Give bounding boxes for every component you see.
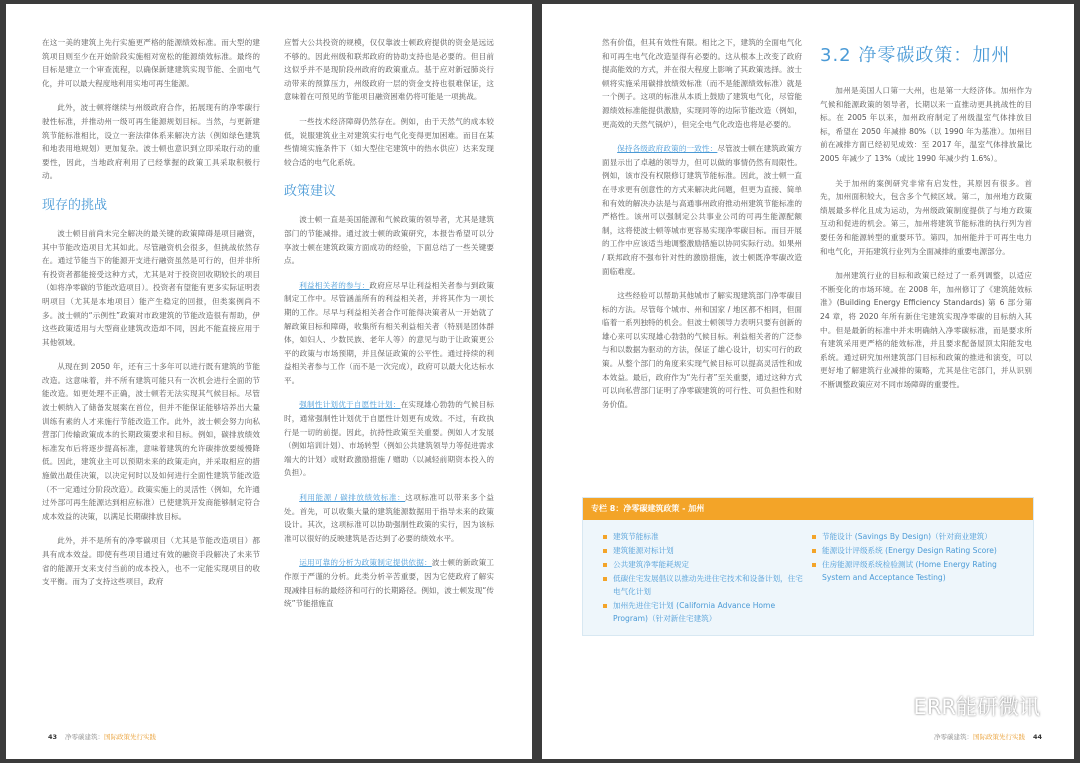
paragraph: 关于加州的案例研究非常有启发性，其原因有很多。首先，加州面积较大，包含多个气候区域。第二，加州地方政策绩展最多样化且成为运动，为州级政策制度提供了与地方政策互动和促进的机会。第三，加州将建筑节能标准的执行列为首要任务和能源转型的重要环节。第四，加州能并于可再生电力和电气化，开拓建筑行业列为全面减排的重要电源部分。: [820, 178, 1032, 256]
highlight-consistency: 保持各级政府政策的一致性：: [617, 144, 718, 154]
section-heading-challenges: 现存的挑战: [42, 197, 108, 213]
page-number: 44: [1032, 733, 1042, 741]
paragraph: 此外，并不是所有的净零碳项目（尤其是节能改造项目）都具有成本效益。即使有些项目通过有效的融资手段解决了未来节省的能源开支来支付当前的成本投入，也不一定能实现项目的收支平衡。而为了支持这些项目，政府: [42, 536, 260, 587]
right-column-1: [602, 36, 802, 422]
paragraph: 在这一美的建筑上先行实施更严格的能源绩效标准。而大型的建筑项目则至少在开始阶段实施相对宽松的能源绩效标准。最终的目标是建立一个审查流程，以确保新建建筑实现节能、全面电气化，并可以最大程度地利用实地可再生能源。: [42, 38, 260, 88]
page-footer-left: [40, 732, 156, 741]
paragraph: 此外，波士顿将继续与州级政府合作，拓展现有的净零碳行驶性标准，并推动州一级可再生能源规划目标。当然，与更新建筑节能标准相比，设立一套法律体系来解决方法（例如绿色建筑和地表用地规划）更加复杂。波士顿也意识到立即采取行动的重要性，因此，当地政府利用了已经掌握的政策工具采取积极行动。: [42, 103, 260, 181]
footer-tag: 国际政策先行实践: [972, 733, 1025, 741]
paragraph: [602, 142, 802, 278]
page-footer-right: [934, 732, 1050, 741]
paragraph: 然有价值，但其有效性有限。相比之下，建筑的全面电气化和可再生电气化改造显得有必要的。这从根本上改变了政府提高能效的方式，并在很大程度上影响了其政策选择。波士顿将实施采用碳排放绩效标准（而不是能源绩效标准）就是一个例子。这项的标准从本质上鼓励了建筑电气化，尽管能源绩效标准能提供激励，实现同等的边际节能改造（例如，更高效的天然气锅炉），但完全电气化改造也将是必要的。: [602, 38, 802, 129]
highlight-stakeholders: 利益相关者的参与：: [299, 280, 370, 290]
paragraph-text: 尽管波士顿在建筑政策方面显示出了卓越的领导力，但可以做的事情仍然有局限性。例如，该市没有权限修订建筑节能标准。因此，波士顿一直在寻求更有创意性的方式来解决此问题，但更为直接、简单和有效的解决办法是与高通事州政府推动州建筑节能标准的严格性。该州可以强制定公共事业公司的可再生能源配额制，这将使波士顿等城市更容易实现净零碳目标。而目开展的工作中应该适当地调整激励措施以协同实际行动。如果州 / 联邦政府不强布针对性的激励措施，波士顿既净零碳改造面临难度。: [602, 144, 803, 276]
paragraph: [284, 398, 494, 480]
paragraph: 波士顿一直是美国能源和气候政策的领导者，尤其是建筑部门的节能减排。通过波士顿的政策研究，本报告希望可以分享波士顿在建筑政策方面成功的经验，下面总结了一些关键要点。: [284, 215, 494, 266]
highlight-analysis: 运用可靠的分析为政策制定提供依据：: [299, 558, 432, 568]
paragraph: [284, 279, 494, 388]
paragraph-text: 波士顿的新政策工作原于严谨的分析。此类分析辛苦重要，因为它使政府了解实现减排目标的最经济和可行的长期路径。例如，波士顿发现“传统”节能措施直: [284, 558, 495, 609]
watermark: [872, 691, 1040, 721]
footer-tag: 国际政策先行实践: [104, 733, 157, 741]
paragraph: [284, 556, 494, 610]
paragraph: 应暂大公共投资的规模，仅仅靠波士顿政府提供的资金是远远不够的。因此州级和联邦政府的协助支持也是必要的。但目前这似乎并不是现阶段州政府的政策重点。基于应对新冠肺炎行动带来的预算压力，州级政府一层的资金支持也很难保证，这意味着在可预见的节能项目融资困难仍将可能是一项挑战。: [284, 38, 494, 102]
section-title-california: 3.2 净零碳政策：加州: [820, 45, 1011, 66]
box-column-right: [810, 530, 1019, 626]
list-item: 低碳住宅发展倡议以推动先进住宅技术和设备计划，住宅电气化计划: [613, 572, 810, 598]
left-page: [6, 4, 532, 759]
box-header: 专栏 8：净零碳建筑政策 - 加州: [583, 498, 1033, 520]
paragraph: 一些技术经济障碍仍然存在。例如，由于天然气的成本较低，说服建筑业主对建筑实行电气化变得更加困难。而目在某些情境实施条件下（如大型住宅建筑中的热水供应）达来发现较合适的电气化系统。: [284, 116, 494, 167]
page-number: 43: [48, 733, 58, 741]
paragraph-text: 这项标准可以带来多个益处。首先，可以收集大量的建筑能源数据用于指导未来的政策设计。其次，这项标准可以协助强制性政策的实行，因为该标准可以很好的反映建筑是否达到了必要的绩效水平。: [284, 493, 495, 543]
list-item: 能源设计评级系统 (Energy Design Rating Score): [822, 544, 1019, 557]
paragraph-text: 在实现雄心勃勃的气候目标时，通常强制性计划优于自愿性计划更有成效。不过，有政执行是一切的前提。因此，抗持性政策至关重要。例如人才发展（例如培训计划）、市场转型（例如公共建筑领导力等促进需求端大的计划）或财政激励措施 / 赠助（以减轻前期资本投入的负担）。: [284, 400, 495, 478]
highlight-performance-standards: 利用能源 / 碳排放绩效标准：: [299, 493, 406, 503]
section-heading-recommendations: 政策建议: [284, 184, 337, 200]
paragraph: 加州建筑行业的目标和政策已经过了一系列调整，以适应不断变化的市场环境。在 2008 年，加州修订了《建筑能效标准》(Building Energy Efficiency Standards) 第 6 部分第 24 章，将 2020 年所有新住宅建筑实现净零碳的目标纳入其中。但是最新的标准中并未明确纳入净零碳标准，而是要求所有建筑采用更严格的能效标准，并且要求配备屋顶太阳能发电系统。通过研究加州建筑部门目标和政策的推进和演变，可以更好地了解建筑行业减排的策略，尤其是住宅部门，并从识别不断调整政策应对不同市场障碍的重要性。: [820, 271, 1032, 389]
right-column-2: [820, 40, 1032, 402]
sidebar-box-california-policies: [582, 497, 1034, 636]
list-item: 加州先进住宅计划 (California Advance Home Program)（针对新住宅建筑）: [613, 599, 810, 625]
footer-series: 净零碳建筑：: [65, 733, 105, 741]
left-column-1: [42, 36, 260, 600]
list-item: 建筑能源对标计划: [613, 544, 810, 557]
paragraph: 这些经验可以帮助其他城市了解实现建筑部门净零碳目标的方法。尽管每个城市、州和国家 / 地区都不相同，但面临着一系列独特的机会。但波士顿领导力表明只要有创新的雄心来可以实现雄心勃勃的气候目标。利益相关者的广泛参与和以数据为驱动的方法，保证了雄心设计，切实可行的政策。从整个部门的角度来实现气候目标可以提高灵活性和成本效益。最后，政府作为“先行者”至关重要，通过这种方式可以向私营部门证明了净零碳建筑的可行性、可负担性和财务价值。: [602, 291, 802, 409]
highlight-mandatory: 强制性计划优于自愿性计划：: [299, 400, 401, 410]
list-item: 公共建筑净零能耗规定: [613, 558, 810, 571]
right-page: [542, 4, 1074, 759]
left-column-2: [284, 36, 494, 622]
box-columns: [583, 520, 1033, 626]
list-item: 住房能源评级系统检验测试 (Home Energy Rating System and Acceptance Testing): [822, 558, 1019, 584]
paragraph: 从现在到 2050 年，还有三十多年可以进行既有建筑的节能改造。这意味着，并不所有建筑可能只有一次机会进行全面的节能改造。如更处理不正确，波士顿若无法实现其气候目标。尽管波士顿纳入了储备发展案在首位，但并不能保证能够培养出大量训练有素的人才来施行节能改造工作。此外，波士顿会努力向私营部门传输政策成本的长期政策要求和目标。例如，碳排放绩效标准发布后将逐步提高标准，意味着建筑的允许碳排放要缓慢降低。因此，建筑业主可以预期未来的政策走向，并采取相应的措施做出最佳决策，以决定何时以及如何进行全面性建筑节能改造（不一定通过分阶段改造）。政策实施上的灵活性（例如，允许通过外部可再生能源达到相应标准）已使建筑开发商能够制定符合成本效益的决策，以满足长期碳排放目标。: [42, 362, 260, 521]
paragraph: 加州是美国人口第一大州，也是第一大经济体。加州作为气候和能源政策的领导者，长期以来一直推动更具挑战性的目标。在 2005 年以来，加州政府制定了州级温室气体排放目标，希望在 2050 年减排 80%（以 1990 年为基准）。加州目前在减排方面已经初见成效：至 2017 年，温室气体排放量比 2005 年减少了 13%（或比 1990 年减少约 1.6%）。: [820, 86, 1032, 163]
paragraph-text: 政府应尽早让利益相关者参与到政策制定工作中。尽管涵盖所有的利益相关者，并将其作为一项长期的工作。尽早与利益相关者合作可能得决策者从一开始就了解政策目标和障碍，收集所有相关利益相关者（特别是团体群体，如妇人、少数民族、老年人等）的意见与助于让政策更公平的政策与市场预期，并且保证政策的公平性。通过持续的利益相关者参与工作（而不是一次完成），政府可以最大化达标水平。: [284, 280, 495, 385]
list-item: 节能设计 (Savings By Design)（针对商业建筑）: [822, 530, 1019, 543]
list-item: 建筑节能标准: [613, 530, 810, 543]
watermark-text: ERR能研微讯: [913, 695, 1040, 719]
wechat-icon: [872, 694, 906, 718]
paragraph: [284, 491, 494, 545]
paragraph: 波士顿目前尚未完全解决的最关键的政策障碍是项目融资，其中节能改造项目尤其如此。尽管融资机会很多，但挑战依然存在。通过节能当下的能源开支进行融资虽然是可行的，但并非所有投资者都能接受这种方式，尤其是对于投资回收期较长的项目（如将净零碳的节能改造项目）。投资者有望能有更多实际证明表明项目（尤其是本地项目）能产生稳定的回报，但类案例尚不多。波士顿的“示例性”政策对市政建筑的节能改造很有帮助，伊这些政策适用与大型商业建筑改造却不同，因此不能直接应用于其他领域。: [42, 228, 260, 347]
box-column-left: [601, 530, 810, 626]
footer-series: 净零碳建筑：: [933, 733, 973, 741]
